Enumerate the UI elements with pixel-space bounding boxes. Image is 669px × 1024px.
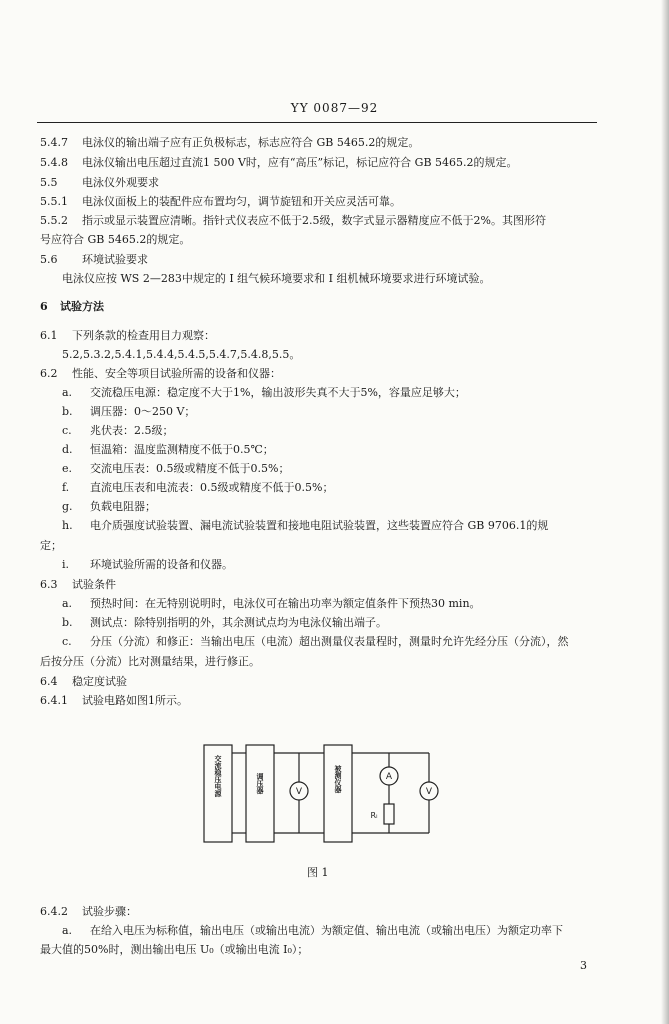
item-6-4-2-a: a. 在给入电压为标称值，输出电压（或输出电流）为额定值、输出电流（或输出电压）为额定功率下 xyxy=(62,924,563,937)
item-6-2-f: f. 直流电压表和电流表：0.5级或精度不低于0.5%； xyxy=(62,481,334,494)
standard-number-header: YY 0087—92 xyxy=(290,101,379,115)
item-6-2-a: a. 交流稳压电源：稳定度不大于1%，输出波形失真不大于5%，容量应足够大； xyxy=(62,386,466,399)
item-6-2-b: b. 调压器：0～250 V； xyxy=(62,405,196,418)
voltmeter-1-label: V xyxy=(295,787,303,797)
clause-5-5: 5.5 电泳仪外观要求 xyxy=(40,176,159,189)
clause-5-5-2-cont: 号应符合 GB 5465.2的规定。 xyxy=(40,233,191,246)
ammeter-label: A xyxy=(385,772,393,782)
test-circuit-diagram xyxy=(196,741,446,846)
item-6-2-d: d. 恒温箱：温度监测精度不低于0.5℃； xyxy=(62,443,274,456)
item-6-2-h: h. 电介质强度试验装置、漏电流试验装置和接地电阻试验装置，这些装置应符合 GB 9706.1的规 xyxy=(62,519,549,532)
clause-6-4: 6.4 稳定度试验 xyxy=(40,675,127,688)
resistor-label: Rₗ xyxy=(370,811,378,820)
item-6-2-c: c. 兆伏表：2.5级； xyxy=(62,424,174,437)
voltmeter-2-label: V xyxy=(425,787,433,797)
item-6-4-2-a-cont: 最大值的50%时，测出输出电压 U₀（或输出电流 I₀）； xyxy=(40,943,309,956)
clause-6-1-list: 5.2,5.3.2,5.4.1,5.4.4,5.4.5,5.4.7,5.4.8,5.5。 xyxy=(62,348,301,361)
clause-6-1: 6.1 下列条款的检查用目力观察： xyxy=(40,329,215,342)
clause-5-6-body: 电泳仪应按 WS 2—283中规定的 Ⅰ 组气候环境要求和 Ⅰ 组机械环境要求进行环境试验。 xyxy=(62,272,491,285)
clause-5-5-2: 5.5.2 指示或显示装置应清晰。指针式仪表应不低于2.5级，数字式显示器精度应不低于2%。其图形符 xyxy=(40,214,546,227)
regulator-label: 调压器 xyxy=(256,773,264,794)
item-6-3-a: a. 预热时间：在无特别说明时，电泳仪可在输出功率为额定值条件下预热30 min。 xyxy=(62,597,481,610)
figure-caption: 图 1 xyxy=(307,866,329,879)
item-6-3-c-cont: 后按分压（分流）比对测量结果，进行修正。 xyxy=(40,655,260,668)
header-divider xyxy=(37,122,597,123)
page-number: 3 xyxy=(580,959,587,972)
device-label: 被测仪器 xyxy=(334,765,342,793)
section-6-heading: 6 试验方法 xyxy=(40,300,104,313)
clause-5-6: 5.6 环境试验要求 xyxy=(40,253,148,266)
item-6-2-i: i. 环境试验所需的设备和仪器。 xyxy=(62,558,233,571)
clause-6-2: 6.2 性能、安全等项目试验所需的设备和仪器： xyxy=(40,367,281,380)
item-6-3-b: b. 测试点：除特别指明的外，其余测试点均为电泳仪输出端子。 xyxy=(62,616,387,629)
clause-5-5-1: 5.5.1 电泳仪面板上的装配件应布置均匀，调节旋钮和开关应灵活可靠。 xyxy=(40,195,401,208)
clause-6-3: 6.3 试验条件 xyxy=(40,578,116,591)
load-resistor xyxy=(384,804,394,824)
clause-5-4-7: 5.4.7 电泳仪的输出端子应有正负极标志，标志应符合 GB 5465.2的规定。 xyxy=(40,136,420,149)
device-under-test-box xyxy=(324,745,352,842)
item-6-2-g: g. 负载电阻器； xyxy=(62,500,156,513)
item-6-2-h-cont: 定； xyxy=(40,539,62,552)
power-supply-label: 交流稳压电源 xyxy=(214,755,222,797)
clause-6-4-1: 6.4.1 试验电路如图1所示。 xyxy=(40,694,188,707)
scan-shadow xyxy=(661,0,669,1024)
clause-6-4-2: 6.4.2 试验步骤： xyxy=(40,905,137,918)
item-6-2-e: e. 交流电压表：0.5级或精度不低于0.5%； xyxy=(62,462,290,475)
clause-5-4-8: 5.4.8 电泳仪输出电压超过直流1 500 V时，应有“高压”标记，标记应符合 GB 5465.2的规定。 xyxy=(40,156,518,169)
item-6-3-c: c. 分压（分流）和修正：当输出电压（电流）超出测量仪表量程时，测量时允许先经分压（分流），然 xyxy=(62,635,569,648)
